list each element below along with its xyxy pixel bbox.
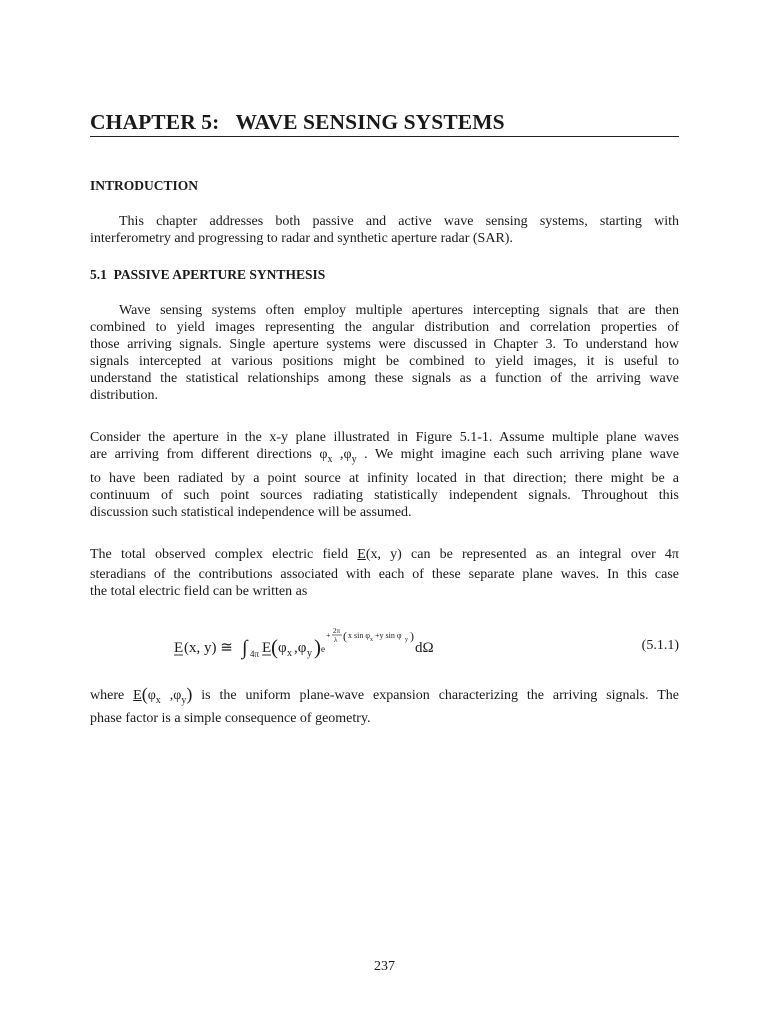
svg-text:E: E — [262, 640, 272, 656]
svg-text:y: y — [307, 648, 312, 659]
svg-text:(x, y) ≅: (x, y) ≅ — [184, 640, 233, 656]
svg-text:+: + — [326, 631, 331, 640]
text-line: This chapter addresses both passive and active wave sensing systems, starting with — [119, 214, 679, 229]
text-line: Wave sensing systems often employ multiple apertures intercepting signals that are then — [119, 303, 679, 318]
text-line: phase factor is a simple consequence of geometry. — [90, 711, 371, 726]
text-line: Consider the aperture in the x-y plane illustrated in Figure 5.1-1. Assume multiple plane waves — [90, 430, 679, 445]
svg-text:): ) — [410, 629, 414, 643]
svg-text:(: ( — [343, 629, 347, 643]
introduction-paragraph — [90, 213, 679, 247]
svg-text:dΩ: dΩ — [415, 640, 434, 656]
section-paragraph-3 — [90, 546, 679, 600]
text-line: continuum of such point sources radiating statistically independent signals. Throughout this — [90, 488, 679, 503]
svg-text:(: ( — [271, 635, 278, 659]
text-line-with-math: are arriving from different directions $\varphi_x$ $,\varphi_y$ . We might imagine each such arriving plane wave — [90, 447, 679, 465]
text-line: distribution. — [90, 388, 159, 403]
inline-math-E-phi: $E(\varphi_x$ $,\varphi_y$) — [133, 684, 193, 706]
text-line: discussion such statistical independence will be assumed. — [90, 505, 412, 520]
text-line: those arriving signals. Single aperture systems were discussed in Chapter 3. To understand how — [90, 337, 679, 352]
svg-text:∫: ∫ — [242, 637, 248, 659]
text-line: the total electric field can be written as — [90, 584, 308, 599]
svg-text:+y sin φ: +y sin φ — [375, 631, 402, 640]
text-line: signals intercepted at various positions might be combined to yield images, it is useful to — [90, 354, 679, 369]
svg-text:x: x — [370, 637, 373, 643]
chapter-title-rule — [90, 136, 679, 137]
document-page — [90, 0, 679, 1024]
introduction-heading: INTRODUCTION — [90, 178, 199, 193]
svg-text:λ: λ — [334, 636, 338, 644]
svg-text:E: E — [174, 640, 184, 656]
equation-5-1-1 — [90, 624, 679, 670]
svg-text:2π: 2π — [333, 627, 341, 635]
svg-text:x sin φ: x sin φ — [348, 631, 370, 640]
inline-math-E-xy: E(x, y) — [357, 547, 402, 562]
svg-text:4π: 4π — [250, 649, 260, 659]
svg-text:x: x — [287, 648, 292, 659]
equation-number: (5.1.1) — [641, 638, 679, 653]
svg-text:y: y — [405, 637, 408, 643]
inline-math-phi-x-phi-y: $\varphi_x$ $,\varphi_y$ — [319, 447, 357, 465]
text-line: steradians of the contributions associated with each of these separate plane waves. In this case — [90, 567, 679, 582]
text-line: interferometry and progressing to radar and synthetic aperture radar (SAR). — [90, 231, 513, 246]
text-line: combined to yield images representing the angular distribution and correlation properties of — [90, 320, 679, 335]
text-line-with-math: The total observed complex electric field E(x, y) can be represented as an integral over 4π — [90, 547, 679, 562]
section-paragraph-1 — [90, 302, 679, 404]
svg-text:φ: φ — [278, 640, 287, 656]
svg-text:e: e — [321, 644, 325, 654]
text-line: to have been radiated by a point source at infinity located in that direction; there might be a — [90, 471, 679, 486]
section-paragraph-4 — [90, 686, 679, 727]
equation-formula — [174, 624, 534, 670]
svg-text:,φ: ,φ — [294, 640, 307, 656]
page-number: 237 — [374, 959, 395, 974]
section-heading: 5.1 PASSIVE APERTURE SYNTHESIS — [90, 267, 326, 282]
text-line-with-math: where $E(\varphi_x$ $,\varphi_y$) is the uniform plane-wave expansion characterizing the arriving signals. The — [90, 684, 679, 706]
text-line: understand the statistical relationships among these signals as a function of the arriving wave — [90, 371, 679, 386]
svg-text:): ) — [314, 635, 321, 659]
section-paragraph-2 — [90, 429, 679, 521]
chapter-title: CHAPTER 5: WAVE SENSING SYSTEMS — [90, 110, 505, 134]
